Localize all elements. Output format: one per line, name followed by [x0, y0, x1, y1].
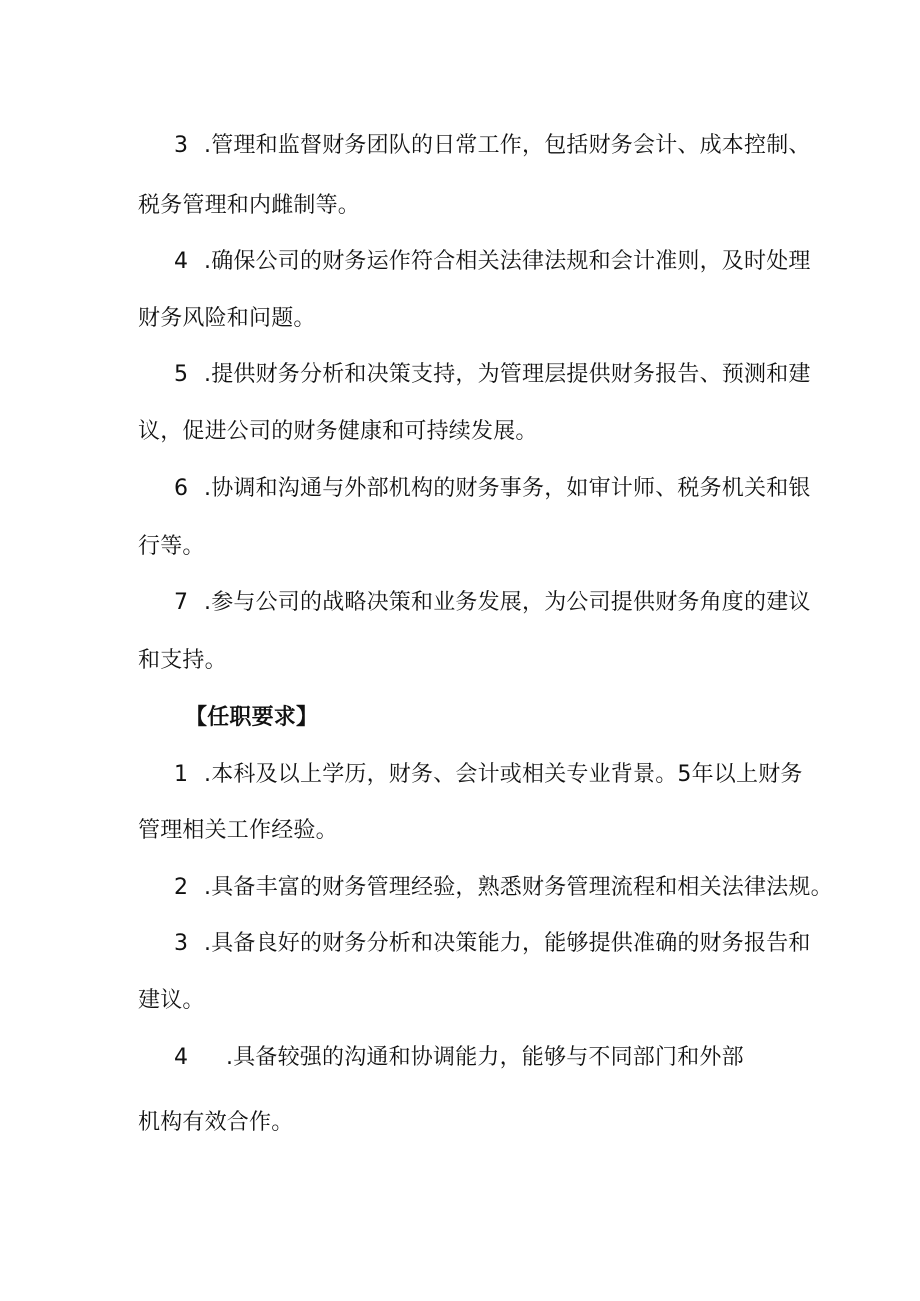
duty-4-number: 4 [174, 249, 189, 274]
duty-4-line-1 [174, 247, 811, 277]
duty-3-number: 3 [174, 133, 189, 158]
requirement-4-text: .具备较强的沟通和协调能力，能够与不同部门和外部 [226, 1045, 744, 1070]
duty-3-text: .管理和监督财务团队的日常工作，包括财务会计、成本控制、 [204, 133, 811, 158]
requirements-heading: 【任职要求】 [185, 705, 319, 730]
duty-3-line-1 [174, 131, 811, 161]
duty-6-line-1 [174, 474, 811, 504]
requirement-4-line-2: 机构有效合作。 [138, 1110, 294, 1135]
duty-6-text: .协调和沟通与外部机构的财务事务，如审计师、税务机关和银 [204, 476, 811, 501]
requirement-1-number: 1 [174, 762, 189, 787]
duty-4-line-2: 财务风险和问题。 [138, 306, 316, 331]
requirement-3-line-2: 建议。 [138, 988, 205, 1013]
requirement-4-line-1 [174, 1043, 744, 1073]
duty-5-line-1 [174, 360, 811, 390]
duty-5-text: .提供财务分析和决策支持，为管理层提供财务报告、预测和建 [204, 362, 811, 387]
duty-6-line-2: 行等。 [138, 534, 205, 559]
duty-6-number: 6 [174, 476, 189, 501]
requirement-3-text: .具备良好的财务分析和决策能力，能够提供准确的财务报告和 [204, 931, 811, 956]
requirement-4-number: 4 [174, 1045, 189, 1070]
requirement-1-line-1 [174, 760, 803, 790]
duty-5-number: 5 [174, 362, 189, 387]
requirement-2-text: .具备丰富的财务管理经验，熟悉财务管理流程和相关法律法规。 [204, 875, 833, 900]
duty-5-line-2: 议，促进公司的财务健康和可持续发展。 [138, 419, 538, 444]
requirement-1-text: .本科及以上学历，财务、会计或相关专业背景。5年以上财务 [204, 762, 803, 787]
duty-7-line-1 [174, 588, 811, 618]
duty-7-number: 7 [174, 590, 189, 615]
duty-7-text: .参与公司的战略决策和业务发展，为公司提供财务角度的建议 [204, 590, 811, 615]
requirement-1-line-2: 管理相关工作经验。 [138, 818, 338, 843]
duty-3-line-2: 税务管理和内雌制等。 [138, 193, 361, 218]
requirement-3-number: 3 [174, 931, 189, 956]
duty-7-line-2: 和支持。 [138, 648, 227, 673]
duty-4-text: .确保公司的财务运作符合相关法律法规和会计准则，及时处理 [204, 249, 811, 274]
requirement-2-line-1 [174, 873, 833, 903]
requirement-2-number: 2 [174, 875, 189, 900]
requirement-3-line-1 [174, 929, 811, 959]
